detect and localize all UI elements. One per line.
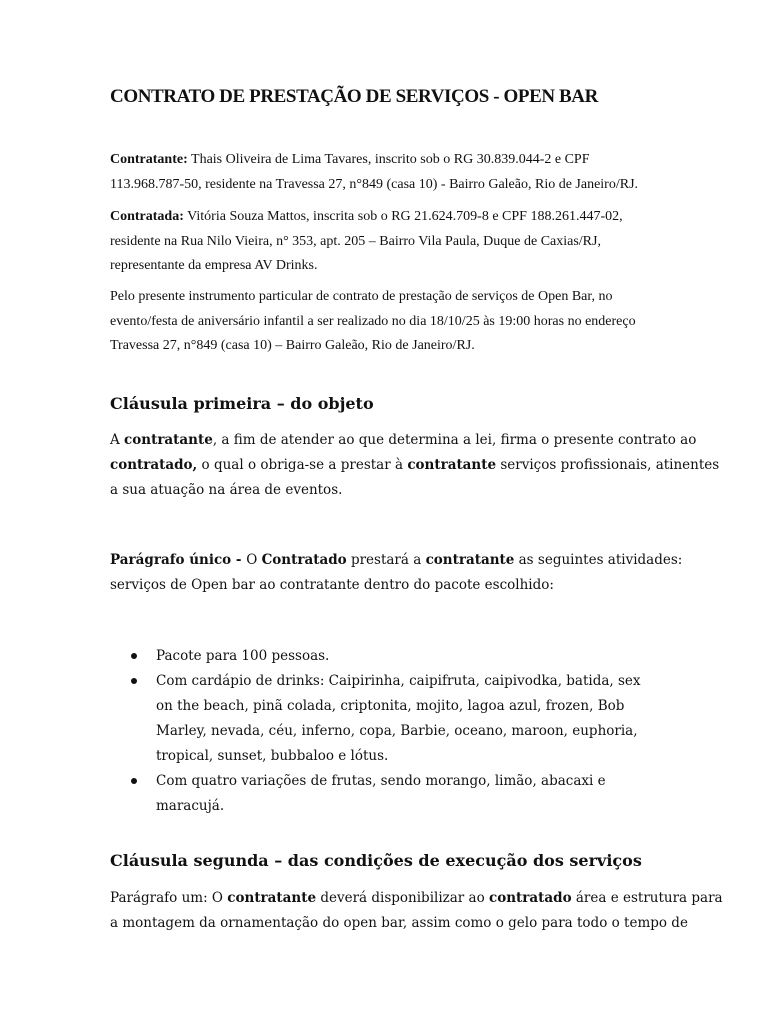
- paragrafo-unico-text: serviços de Open bar ao contratante dentro do pacote escolhido:: [110, 577, 554, 593]
- contratada-text-line2: residente na Rua Nilo Vieira, n° 353, apt. 205 – Bairro Vila Paula, Duque de Caxias/RJ,: [110, 233, 601, 249]
- list-item: [110, 769, 660, 819]
- contratada-paragraph: [110, 205, 658, 279]
- list-item-text: Com quatro variações de frutas, sendo morango, limão, abacaxi e maracujá.: [156, 773, 606, 814]
- paragrafo-unico-text: as seguintes atividades:: [514, 552, 683, 568]
- contratada-label: Contratada:: [110, 209, 184, 224]
- document-title: CONTRATO DE PRESTAÇÃO DE SERVIÇOS - OPEN BAR: [110, 86, 598, 107]
- preamble-line3: Travessa 27, n°849 (casa 10) – Bairro Galeão, Rio de Janeiro/RJ.: [110, 338, 475, 353]
- paragrafo-unico: [110, 548, 683, 598]
- paragrafo-unico-bold-contratado: Contratado: [261, 552, 347, 568]
- list-item: [110, 644, 660, 669]
- bullet-icon: [131, 653, 137, 659]
- list-item-text: Pacote para 100 pessoas.: [156, 648, 330, 664]
- paragrafo-unico-label: Parágrafo único -: [110, 552, 247, 568]
- clause2-heading: Cláusula segunda – das condições de execução dos serviços: [110, 851, 642, 870]
- contratada-text-line1: Vitória Souza Mattos, inscrita sob o RG 21.624.709-8 e CPF 188.261.447-02,: [183, 209, 623, 224]
- clause2-bold-contratante: contratante: [227, 890, 317, 906]
- clause1-heading: Cláusula primeira – do objeto: [110, 394, 374, 413]
- paragrafo-unico-bold-contratante: contratante: [425, 552, 515, 568]
- clause1-text: , a fim de atender ao que determina a lei, firma o presente contrato ao: [212, 432, 697, 448]
- preamble-paragraph: [110, 285, 658, 359]
- clause1-text: A: [110, 432, 125, 448]
- clause1-bold-contratante: contratante: [124, 432, 213, 448]
- contratada-text-line3: representante da empresa AV Drinks.: [110, 258, 318, 273]
- paragrafo-unico-text: prestará a: [346, 552, 426, 568]
- clause2-paragraph: [110, 886, 723, 936]
- preamble-line1: Pelo presente instrumento particular de contrato de prestação de serviços de Open Bar, no: [110, 289, 613, 304]
- preamble-line2: evento/festa de aniversário infantil a ser realizado no dia 18/10/25 às 19:00 horas no endereço: [110, 313, 636, 329]
- clause2-text: Parágrafo um: O: [110, 890, 228, 906]
- list-item: [110, 669, 660, 769]
- list-item-text: Com cardápio de drinks: Caipirinha, caipifruta, caipivodka, batida, sex on the beach, pinã colada, criptonita, mojito, lagoa azul, frozen, Bob Marley, nevada, céu, inferno, copa, Barbie, oceano, maroon, euphoria, tropical, sunset, bubbaloo e lótus.: [156, 673, 641, 764]
- paragrafo-unico-text: O: [246, 552, 262, 568]
- services-list: [110, 644, 660, 819]
- clause1-bold-contratante: contratante: [407, 457, 497, 473]
- contratante-label: Contratante:: [110, 152, 188, 167]
- clause1-paragraph: [110, 428, 720, 503]
- clause1-text: o qual o obriga-se a prestar à: [197, 457, 408, 473]
- contratante-paragraph: [110, 148, 658, 197]
- clause1-text: a sua atuação na área de eventos.: [110, 482, 343, 498]
- clause2-text: área e estrutura para: [571, 890, 723, 906]
- clause1-text: serviços profissionais, atinentes: [496, 457, 720, 473]
- clause2-text: a montagem da ornamentação do open bar, assim como o gelo para todo o tempo de: [110, 915, 688, 931]
- bullet-icon: [131, 778, 137, 784]
- clause2-bold-contratado: contratado: [489, 890, 572, 906]
- clause1-bold-contratado: contratado,: [110, 457, 198, 473]
- contratante-text-line2: 113.968.787-50, residente na Travessa 27, n°849 (casa 10) - Bairro Galeão, Rio de Janeiro/RJ.: [110, 176, 639, 192]
- clause2-text: deverá disponibilizar ao: [316, 890, 490, 906]
- bullet-icon: [131, 678, 137, 684]
- contratante-text-line1: Thais Oliveira de Lima Tavares, inscrito sob o RG 30.839.044-2 e CPF: [187, 152, 590, 167]
